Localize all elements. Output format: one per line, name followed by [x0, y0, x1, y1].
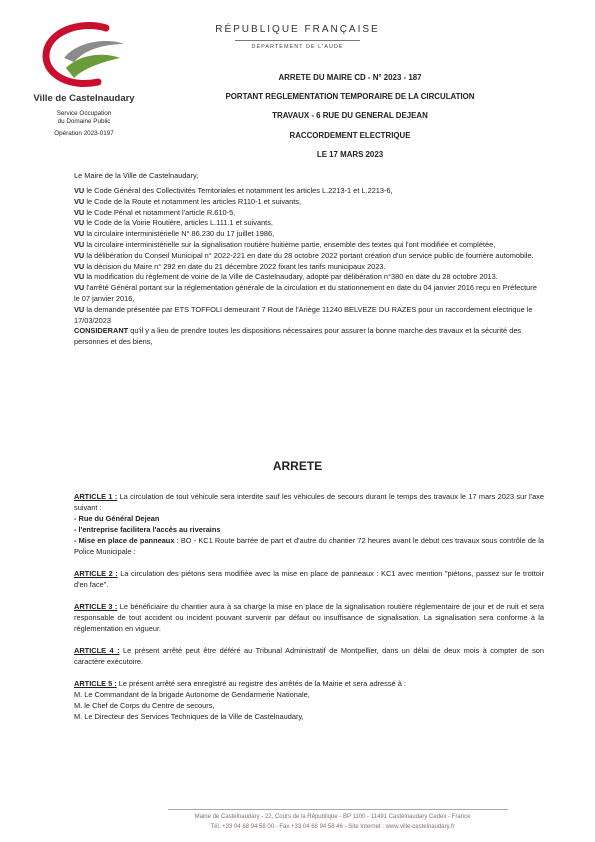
decree-title: [150, 68, 550, 164]
vu-text: la modification du règlement de voirie de la Ville de Castelnaudary, adopté par délibération n°380 en date du 28 octobre 2013.: [84, 272, 498, 282]
vu-keyword: VU: [74, 218, 85, 228]
decree-subject: PORTANT REGLEMENTATION TEMPORAIRE DE LA CIRCULATION: [225, 92, 475, 102]
article-label: ARTICLE 3 :: [74, 602, 118, 611]
header-divider: [235, 40, 360, 41]
article-label: ARTICLE 1 :: [74, 492, 118, 501]
article-text: Le présent arrêté peut être déféré au Tribunal Administratif de Montpellier, dans un délai de deux mois à compter de son caractère exécutoire.: [74, 646, 545, 666]
vu-item: [74, 283, 544, 305]
vu-item: [74, 229, 544, 240]
service-line-2: du Domaine Public: [57, 118, 111, 125]
city-logo: [28, 18, 138, 96]
footer-divider: [168, 809, 508, 810]
considerant-item: [74, 326, 544, 348]
decree-number: ARRETE DU MAIRE CD - N° 2023 - 187: [278, 73, 422, 82]
vu-keyword: VU: [74, 239, 85, 249]
article-2: [74, 568, 544, 590]
article-text: : BO - KC1 Route barrée de part et d'autre du chantier 72 heures avant le début ces travaux sous contrôle de la Police Municipale :: [74, 536, 544, 556]
mayor-intro: Le Maire de la Ville de Castelnaudary,: [74, 171, 199, 180]
articles: [74, 491, 544, 733]
article-list-item: - l'entreprise facilitera l'accès au riverains: [74, 525, 221, 534]
footer-address: Mairie de Castelnaudary - 22, Cours de la République - BP 1100 - 11491 Castelnaudary Cedex - France: [194, 814, 471, 820]
article-label: ARTICLE 5 :: [74, 679, 117, 688]
article-3: [74, 601, 544, 634]
republic-title: RÉPUBLIQUE FRANÇAISE: [215, 24, 380, 35]
city-name: Ville de Castelnaudary: [33, 93, 135, 104]
operation-number: Opération 2023-0197: [54, 130, 114, 137]
considerant-text: qu'il y a lieu de prendre toutes les dispositions nécessaires pour assurer la bonne marche des travaux et la sécurité des personnes et des biens,: [74, 326, 522, 347]
vu-text: le Code Pénal et notamment l'article R.610-5,: [84, 207, 236, 217]
vu-text: la délibération du Conseil Municipal n° 2022-221 en date du 28 octobre 2022 portant création d'un service public de fourrière automobile.: [84, 250, 534, 260]
recipient: M. le Chef de Corps du Centre de secours,: [74, 701, 215, 710]
vu-keyword: VU: [74, 250, 85, 260]
arrete-heading: ARRETE: [272, 459, 323, 473]
vu-keyword: VU: [74, 261, 85, 271]
vu-item: [74, 262, 544, 273]
vu-item: [74, 272, 544, 283]
article-label: ARTICLE 4 :: [74, 646, 120, 655]
vu-keyword: VU: [74, 283, 85, 293]
vu-keyword: VU: [74, 186, 85, 195]
vu-item: [74, 186, 544, 197]
article-1: [74, 491, 544, 557]
department-name: DÉPARTEMENT DE L'AUDE: [251, 44, 344, 50]
vu-item: [74, 251, 544, 262]
vu-keyword: VU: [74, 304, 85, 314]
considerant-keyword: CONSIDERANT: [74, 326, 129, 336]
legal-references: [74, 186, 544, 348]
vu-text: l'arrêté Général portant sur la réglementation générale de la circulation et du stationnement en date du 04 janvier 2016 reçu en Préfecture le 07 janvier 2016,: [74, 283, 537, 303]
article-5: [74, 678, 544, 722]
service-line-1: Service Occupation: [56, 110, 112, 117]
article-text: La circulation de tout véhicule sera interdite sauf les véhicules de secours durant le temps des travaux le 17 mars 2023 sur l'axe suivant :: [74, 492, 544, 512]
article-text: Le présent arrêté sera enregistré au registre des arrêtés de la Mairie et sera adressé à :: [116, 679, 406, 688]
article-list-item: - Rue du Général Dejean: [74, 514, 160, 523]
decree-work-type: RACCORDEMENT ELECTRIQUE: [289, 130, 411, 140]
recipient: M. Le Directeur des Services Techniques de la Ville de Castelnaudary,: [74, 712, 304, 721]
article-text: La circulation des piétons sera modifiée avec la mise en place de panneaux : KC1 avec mention "piétons, passez sur le trottoir d'en face".: [74, 569, 544, 589]
vu-keyword: VU: [74, 272, 85, 282]
vu-text: le Code Général des Collectivités Territoriales et notamment les articles L.2213-1 et L.2213-6,: [84, 186, 393, 195]
vu-keyword: VU: [74, 196, 85, 206]
vu-text: le Code de la Voirie Routière, articles L.111.1 et suivants,: [84, 218, 273, 228]
vu-text: le Code de la Route et notamment les articles R110-1 et suivants,: [84, 196, 302, 206]
service-name: [24, 110, 144, 126]
vu-item: [74, 197, 544, 208]
article-label: ARTICLE 2 :: [74, 569, 118, 578]
vu-keyword: VU: [74, 229, 85, 239]
article-text: Le bénéficiaire du chantier aura à sa charge la mise en place de la signalisation routière réglementaire de jour et de nuit et sera responsable de tout accident ou incident pouvant survenir par défaut ou insuffisance de signalisation. La signalisation sera conforme à la réglementation en vigueur.: [74, 602, 544, 633]
vu-text: la circulaire interministérielle sur la signalisation routière huitième partie, ensemble des textes qui l'ont modifiée et complétée,: [84, 239, 496, 249]
vu-keyword: VU: [74, 207, 85, 217]
vu-text: la décision du Maire n° 292 en date du 21 décembre 2022 fixant les tarifs municipaux 2023.: [84, 261, 386, 271]
vu-item: [74, 305, 544, 327]
vu-item: [74, 240, 544, 251]
recipient: M. Le Commandant de la brigade Autonome de Gendarmerie Nationale,: [74, 690, 310, 699]
vu-text: la demande présentée par ETS TOFFOLI demeurant 7 Rout de l'Ariège 11240 BELVEZE DU RAZES pour un raccordement electrique le 17/03/2023: [74, 304, 533, 325]
vu-item: [74, 208, 544, 219]
vu-item: [74, 218, 544, 229]
article-4: [74, 645, 544, 667]
decree-date: LE 17 MARS 2023: [316, 149, 384, 159]
decree-location: TRAVAUX - 6 RUE DU GENERAL DEJEAN: [272, 111, 428, 121]
article-list-item: - Mise en place de panneaux: [74, 536, 175, 545]
vu-text: la circulaire interministérielle N° 86.230 du 17 juillet 1986,: [84, 229, 275, 239]
footer-contact: Tél. +33 04 68 94 58 00 - Fax +33 04 68 94 58 46 - Site Internet : www.ville-castelnaudary.fr: [210, 824, 455, 830]
